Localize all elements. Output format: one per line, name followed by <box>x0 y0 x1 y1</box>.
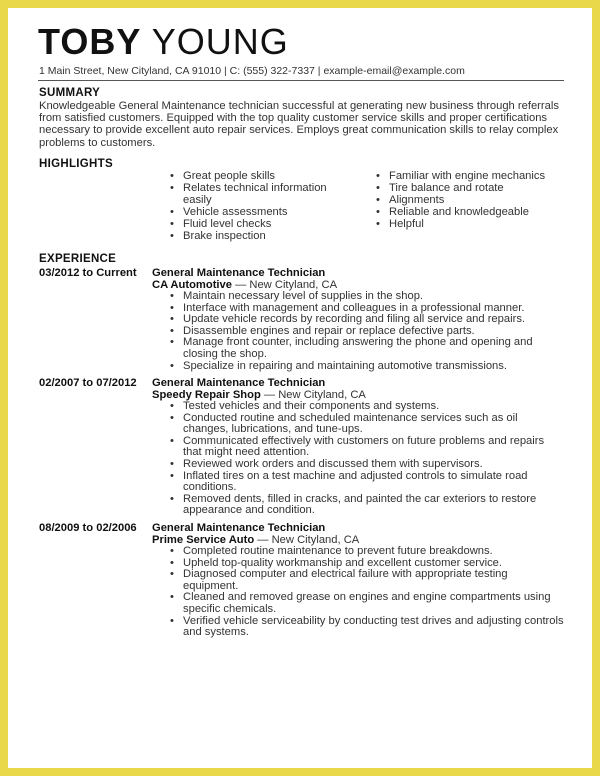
job-bullet: • Conducted routine and scheduled maintenance services such as oil changes, lubrications, and tune-ups. <box>170 413 565 436</box>
highlights-left-list <box>170 171 350 242</box>
job-location: New Cityland, CA <box>249 279 338 291</box>
job-location: New Cityland, CA <box>278 389 366 401</box>
job-bullet: • Cleaned and removed grease on engines and engine compartments using specific chemicals. <box>170 592 565 615</box>
job-company: Prime Service Auto <box>152 534 255 546</box>
job-bullets <box>170 291 565 372</box>
job-bullet: • Communicated effectively with customers on future problems and repairs that might need attention. <box>170 436 565 459</box>
highlight-item: • Fluid level checks <box>170 219 350 231</box>
job-bullet: • Reviewed work orders and discussed them with supervisors. <box>170 459 565 471</box>
job-dates: 03/2012 to Current <box>39 267 137 279</box>
highlight-item: • Vehicle assessments <box>170 207 350 219</box>
job-bullets <box>170 401 565 517</box>
last-name: YOUNG <box>151 21 289 62</box>
job-bullets <box>170 546 565 639</box>
job-company: CA Automotive <box>152 279 232 291</box>
resume-page <box>8 8 592 768</box>
highlight-item: • Alignments <box>376 195 566 207</box>
highlight-item: • Brake inspection <box>170 231 350 243</box>
highlights-right-list <box>376 171 566 231</box>
highlight-item: • Familiar with engine mechanics <box>376 171 566 183</box>
candidate-name <box>38 22 289 62</box>
company-separator: — <box>235 279 247 291</box>
job-bullet: • Inflated tires on a test machine and adjusted controls to simulate road conditions. <box>170 471 565 494</box>
job-title: General Maintenance Technician <box>152 267 326 279</box>
job-bullet: • Update vehicle records by recording and filing all service and repairs. <box>170 314 565 326</box>
job-dates: 02/2007 to 07/2012 <box>39 377 137 389</box>
job-bullet: • Manage front counter, including answering the phone and opening and closing the shop. <box>170 337 565 360</box>
job-title: General Maintenance Technician <box>152 377 326 389</box>
job-bullet: • Verified vehicle serviceability by conducting test drives and adjusting controls and systems. <box>170 616 565 639</box>
highlight-item: • Reliable and knowledgeable <box>376 207 566 219</box>
contact-info: 1 Main Street, New Cityland, CA 91010 | C: (555) 322-7337 | example-email@example.com <box>39 65 465 77</box>
job-bullet: • Diagnosed computer and electrical failure with appropriate testing equipment. <box>170 569 565 592</box>
header-divider <box>38 80 564 81</box>
highlight-item: • Tire balance and rotate <box>376 183 566 195</box>
first-name: TOBY <box>38 21 142 62</box>
highlight-item: • Great people skills <box>170 171 350 183</box>
summary-heading: SUMMARY <box>39 87 101 99</box>
company-separator: — <box>257 534 269 546</box>
job-bullet: • Completed routine maintenance to prevent future breakdowns. <box>170 546 565 558</box>
summary-text: Knowledgeable General Maintenance technician successful at generating new business through referrals from satisfied customers. Equipped with the top quality customer service skills and proper certifications necessary to provide excellent auto repair services. Employs great communication skills to relay complex problems to customers. <box>39 100 559 149</box>
job-bullet: • Removed dents, filled in cracks, and painted the car exteriors to restore appearance and condition. <box>170 494 565 517</box>
highlights-heading: HIGHLIGHTS <box>39 158 113 170</box>
job-bullet: • Interface with management and colleagues in a professional manner. <box>170 303 565 315</box>
job-bullet: • Tested vehicles and their components and systems. <box>170 401 565 413</box>
highlight-item: • Helpful <box>376 219 566 231</box>
highlight-item: • Relates technical information easily <box>170 183 350 207</box>
job-bullet: • Specialize in repairing and maintaining automotive transmissions. <box>170 361 565 373</box>
job-title: General Maintenance Technician <box>152 522 326 534</box>
job-dates: 08/2009 to 02/2006 <box>39 522 137 534</box>
job-bullet: • Maintain necessary level of supplies in the shop. <box>170 291 565 303</box>
company-separator: — <box>263 389 276 401</box>
job-bullet: • Disassemble engines and repair or replace defective parts. <box>170 326 565 338</box>
job-company: Speedy Repair Shop <box>152 389 261 401</box>
experience-heading: EXPERIENCE <box>39 253 117 265</box>
job-location: New Cityland, CA <box>271 534 360 546</box>
job-bullet: • Upheld top-quality workmanship and excellent customer service. <box>170 558 565 570</box>
